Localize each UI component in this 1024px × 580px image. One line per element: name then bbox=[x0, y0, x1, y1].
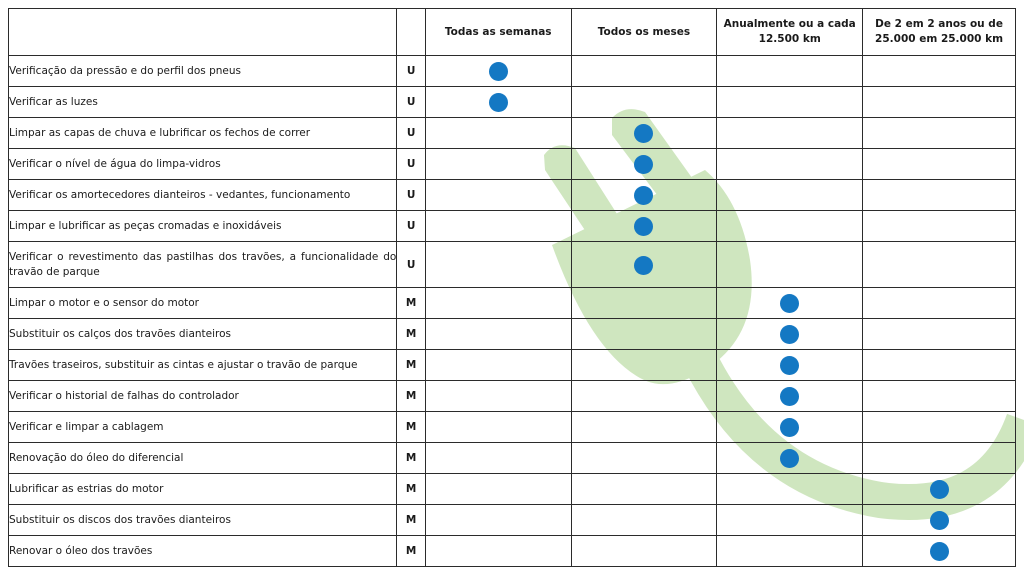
table-row bbox=[9, 149, 1016, 180]
task-cell: Substituir os calços dos travões dianteiros bbox=[9, 319, 397, 350]
task-cell: Lubrificar as estrias do motor bbox=[9, 474, 397, 505]
code-cell: U bbox=[397, 56, 426, 87]
interval-cell bbox=[863, 118, 1016, 149]
task-cell: Verificar o revestimento das pastilhas dos travões, a funcionalidade do travão de parque bbox=[9, 242, 397, 288]
interval-cell bbox=[717, 118, 863, 149]
interval-cell bbox=[863, 505, 1016, 536]
interval-cell bbox=[717, 474, 863, 505]
interval-cell bbox=[717, 350, 863, 381]
interval-cell bbox=[571, 288, 717, 319]
code-cell: M bbox=[397, 350, 426, 381]
task-cell: Verificar e limpar a cablagem bbox=[9, 412, 397, 443]
table-row bbox=[9, 319, 1016, 350]
interval-cell bbox=[717, 536, 863, 567]
interval-cell bbox=[571, 350, 717, 381]
interval-cell bbox=[863, 350, 1016, 381]
interval-cell bbox=[571, 319, 717, 350]
table-row bbox=[9, 180, 1016, 211]
interval-cell bbox=[863, 211, 1016, 242]
check-dot-icon bbox=[634, 186, 653, 205]
interval-cell bbox=[571, 381, 717, 412]
table-row bbox=[9, 412, 1016, 443]
table-row bbox=[9, 474, 1016, 505]
interval-cell bbox=[863, 242, 1016, 288]
interval-cell bbox=[425, 350, 571, 381]
task-cell: Renovação do óleo do diferencial bbox=[9, 443, 397, 474]
task-cell: Verificar o nível de água do limpa-vidros bbox=[9, 149, 397, 180]
table-row bbox=[9, 381, 1016, 412]
check-dot-icon bbox=[780, 418, 799, 437]
interval-cell bbox=[571, 412, 717, 443]
table-row bbox=[9, 118, 1016, 149]
interval-cell bbox=[571, 242, 717, 288]
interval-cell bbox=[863, 56, 1016, 87]
interval-cell bbox=[425, 288, 571, 319]
interval-cell bbox=[863, 474, 1016, 505]
table-row bbox=[9, 56, 1016, 87]
interval-cell bbox=[863, 536, 1016, 567]
code-cell: M bbox=[397, 443, 426, 474]
table-row bbox=[9, 242, 1016, 288]
interval-cell bbox=[863, 288, 1016, 319]
check-dot-icon bbox=[634, 155, 653, 174]
interval-cell bbox=[717, 56, 863, 87]
check-dot-icon bbox=[930, 511, 949, 530]
code-cell: M bbox=[397, 474, 426, 505]
check-dot-icon bbox=[634, 256, 653, 275]
interval-cell bbox=[571, 118, 717, 149]
interval-cell bbox=[717, 381, 863, 412]
code-cell: U bbox=[397, 149, 426, 180]
interval-cell bbox=[425, 505, 571, 536]
check-dot-icon bbox=[780, 356, 799, 375]
task-cell: Verificar os amortecedores dianteiros - vedantes, funcionamento bbox=[9, 180, 397, 211]
code-cell: M bbox=[397, 412, 426, 443]
interval-cell bbox=[425, 242, 571, 288]
task-cell: Travões traseiros, substituir as cintas e ajustar o travão de parque bbox=[9, 350, 397, 381]
check-dot-icon bbox=[489, 62, 508, 81]
interval-cell bbox=[717, 87, 863, 118]
interval-cell bbox=[717, 443, 863, 474]
maintenance-schedule-table bbox=[8, 8, 1016, 567]
task-cell: Verificar o historial de falhas do controlador bbox=[9, 381, 397, 412]
code-cell: U bbox=[397, 87, 426, 118]
interval-cell bbox=[425, 118, 571, 149]
interval-cell bbox=[717, 242, 863, 288]
interval-cell bbox=[571, 536, 717, 567]
code-cell: M bbox=[397, 536, 426, 567]
task-cell: Renovar o óleo dos travões bbox=[9, 536, 397, 567]
interval-cell bbox=[571, 180, 717, 211]
interval-cell bbox=[571, 474, 717, 505]
interval-cell bbox=[425, 180, 571, 211]
code-cell: M bbox=[397, 381, 426, 412]
interval-cell bbox=[863, 412, 1016, 443]
interval-cell bbox=[717, 319, 863, 350]
interval-cell bbox=[571, 211, 717, 242]
interval-cell bbox=[425, 474, 571, 505]
task-cell: Verificar as luzes bbox=[9, 87, 397, 118]
interval-cell bbox=[571, 505, 717, 536]
table-row bbox=[9, 536, 1016, 567]
code-cell: M bbox=[397, 288, 426, 319]
interval-cell bbox=[425, 56, 571, 87]
interval-cell bbox=[717, 412, 863, 443]
table-row bbox=[9, 350, 1016, 381]
interval-cell bbox=[863, 319, 1016, 350]
table-row bbox=[9, 288, 1016, 319]
interval-cell bbox=[425, 443, 571, 474]
code-cell: U bbox=[397, 211, 426, 242]
interval-cell bbox=[425, 319, 571, 350]
header-code bbox=[397, 9, 426, 56]
code-cell: U bbox=[397, 118, 426, 149]
table-row bbox=[9, 443, 1016, 474]
check-dot-icon bbox=[930, 480, 949, 499]
check-dot-icon bbox=[780, 325, 799, 344]
interval-cell bbox=[425, 149, 571, 180]
task-cell: Limpar e lubrificar as peças cromadas e inoxidáveis bbox=[9, 211, 397, 242]
code-cell: U bbox=[397, 242, 426, 288]
interval-cell bbox=[717, 180, 863, 211]
interval-cell bbox=[425, 211, 571, 242]
check-dot-icon bbox=[780, 449, 799, 468]
header-biennial: De 2 em 2 anos ou de 25.000 em 25.000 km bbox=[863, 9, 1016, 56]
check-dot-icon bbox=[780, 294, 799, 313]
code-cell: M bbox=[397, 319, 426, 350]
interval-cell bbox=[863, 149, 1016, 180]
interval-cell bbox=[425, 536, 571, 567]
interval-cell bbox=[571, 149, 717, 180]
header-task bbox=[9, 9, 397, 56]
header-yearly: Anualmente ou a cada 12.500 km bbox=[717, 9, 863, 56]
check-dot-icon bbox=[634, 217, 653, 236]
check-dot-icon bbox=[930, 542, 949, 561]
table-row bbox=[9, 211, 1016, 242]
check-dot-icon bbox=[489, 93, 508, 112]
code-cell: M bbox=[397, 505, 426, 536]
interval-cell bbox=[425, 381, 571, 412]
interval-cell bbox=[717, 288, 863, 319]
interval-cell bbox=[571, 87, 717, 118]
interval-cell bbox=[863, 87, 1016, 118]
interval-cell bbox=[717, 149, 863, 180]
task-cell: Verificação da pressão e do perfil dos pneus bbox=[9, 56, 397, 87]
interval-cell bbox=[717, 211, 863, 242]
check-dot-icon bbox=[780, 387, 799, 406]
interval-cell bbox=[425, 87, 571, 118]
interval-cell bbox=[571, 56, 717, 87]
table-row bbox=[9, 87, 1016, 118]
task-cell: Limpar o motor e o sensor do motor bbox=[9, 288, 397, 319]
interval-cell bbox=[863, 180, 1016, 211]
interval-cell bbox=[425, 412, 571, 443]
header-weekly: Todas as semanas bbox=[425, 9, 571, 56]
code-cell: U bbox=[397, 180, 426, 211]
task-cell: Limpar as capas de chuva e lubrificar os fechos de correr bbox=[9, 118, 397, 149]
check-dot-icon bbox=[634, 124, 653, 143]
interval-cell bbox=[863, 443, 1016, 474]
interval-cell bbox=[717, 505, 863, 536]
interval-cell bbox=[863, 381, 1016, 412]
header-monthly: Todos os meses bbox=[571, 9, 717, 56]
table-row bbox=[9, 505, 1016, 536]
interval-cell bbox=[571, 443, 717, 474]
task-cell: Substituir os discos dos travões dianteiros bbox=[9, 505, 397, 536]
